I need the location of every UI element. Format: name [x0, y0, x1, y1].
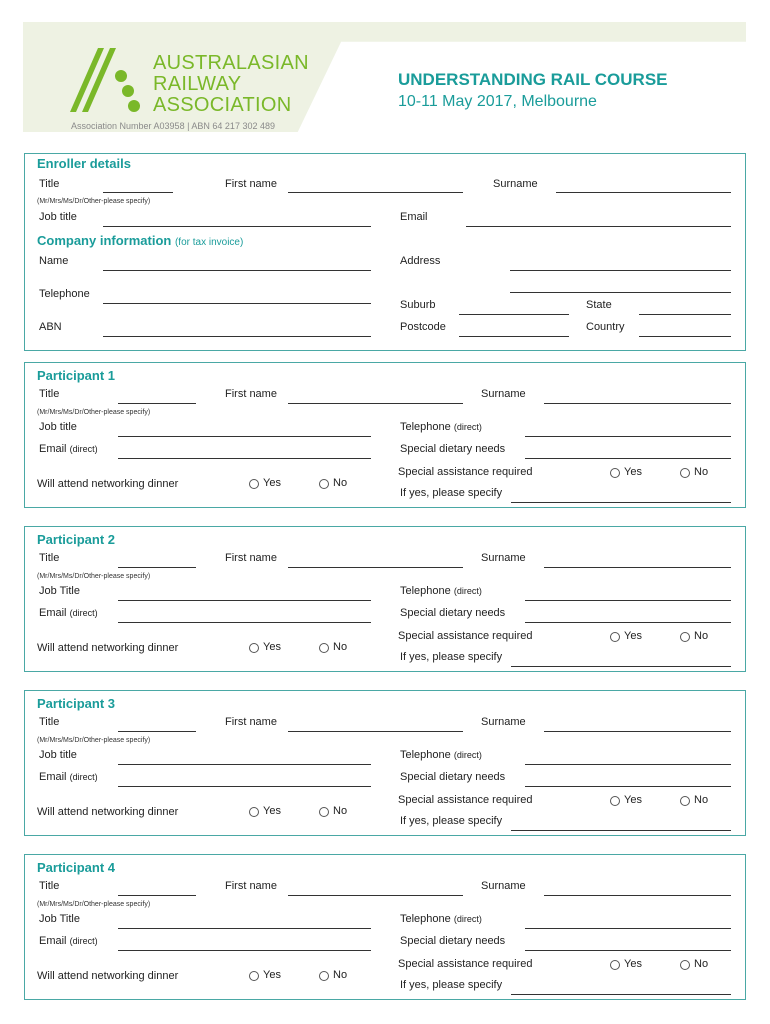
participant-telephone-label: Telephone (direct) [400, 749, 482, 761]
participant-title-label: Title [39, 880, 60, 892]
company-country-field[interactable] [639, 336, 731, 337]
enroller-email-label: Email [400, 211, 428, 223]
company-address-label: Address [400, 255, 441, 267]
participant-surname-field[interactable] [544, 567, 731, 568]
org-name-line2: RAILWAY [153, 73, 242, 95]
participant-job-title-field[interactable] [118, 764, 371, 765]
assistance-no-radio[interactable] [680, 468, 690, 478]
org-name-line3: ASSOCIATION [153, 94, 292, 116]
participant-telephone-field[interactable] [525, 764, 731, 765]
company-abn-field[interactable] [103, 336, 371, 337]
assistance-no-radio[interactable] [680, 632, 690, 642]
participant-title-label: Title [39, 388, 60, 400]
company-suburb-field[interactable] [459, 314, 569, 315]
participant-specify-label: If yes, please specify [400, 815, 503, 827]
participant-title-field[interactable] [118, 567, 196, 568]
participant-job-title-field[interactable] [118, 928, 371, 929]
participant-title-field[interactable] [118, 403, 196, 404]
assistance-no-label: No [694, 794, 709, 806]
participant-surname-label: Surname [481, 388, 526, 400]
participant-telephone-label: Telephone (direct) [400, 421, 482, 433]
participant-dietary-field[interactable] [525, 458, 731, 459]
dinner-no-radio[interactable] [319, 643, 329, 653]
participant-dietary-field[interactable] [525, 622, 731, 623]
participant-title-field[interactable] [118, 731, 196, 732]
participant-job-title-label: Job title [39, 421, 77, 433]
company-country-label: Country [586, 321, 625, 333]
participant-email-field[interactable] [118, 950, 371, 951]
participant-2-panel [24, 526, 746, 672]
participant-3-panel [24, 690, 746, 836]
dinner-no-radio[interactable] [319, 479, 329, 489]
title-hint: (Mr/Mrs/Ms/Dr/Other-please specify) [37, 198, 151, 205]
dinner-yes-label: Yes [263, 805, 281, 817]
assistance-yes-label: Yes [624, 794, 642, 806]
assistance-yes-radio[interactable] [610, 796, 620, 806]
participant-dietary-label: Special dietary needs [400, 935, 506, 947]
participant-first-name-label: First name [225, 552, 277, 564]
assistance-no-label: No [694, 630, 709, 642]
dinner-no-label: No [333, 477, 348, 489]
dinner-yes-radio[interactable] [249, 971, 259, 981]
participant-assistance-label: Special assistance required [398, 466, 533, 478]
participant-dietary-field[interactable] [525, 786, 731, 787]
participant-first-name-field[interactable] [288, 567, 463, 568]
org-name-line1: AUSTRALASIAN [153, 52, 309, 74]
dinner-yes-label: Yes [263, 969, 281, 981]
participant-surname-field[interactable] [544, 731, 731, 732]
participant-email-field[interactable] [118, 458, 371, 459]
participant-heading: Participant 3 [37, 696, 116, 711]
enroller-first-name-field[interactable] [288, 192, 463, 193]
participant-telephone-field[interactable] [525, 600, 731, 601]
assistance-no-label: No [694, 466, 709, 478]
enroller-title-label: Title [39, 178, 60, 190]
participant-job-title-label: Job title [39, 749, 77, 761]
enroller-surname-field[interactable] [556, 192, 731, 193]
participant-job-title-label: Job Title [39, 585, 80, 597]
participant-specify-field[interactable] [511, 502, 731, 503]
participant-specify-label: If yes, please specify [400, 651, 503, 663]
assistance-no-radio[interactable] [680, 796, 690, 806]
company-abn-label: ABN [39, 321, 62, 333]
participant-1-panel [24, 362, 746, 508]
participant-email-label: Email (direct) [39, 935, 98, 947]
participant-specify-field[interactable] [511, 994, 731, 995]
assistance-no-label: No [694, 958, 709, 970]
enroller-job-title-label: Job title [39, 211, 77, 223]
dinner-no-radio[interactable] [319, 971, 329, 981]
course-date: 10-11 May 2017, Melbourne [398, 93, 597, 110]
enroller-job-title-field[interactable] [103, 226, 371, 227]
company-address-field-2[interactable] [510, 292, 731, 293]
participant-dinner-label: Will attend networking dinner [37, 642, 179, 654]
participant-specify-label: If yes, please specify [400, 979, 503, 991]
company-state-field[interactable] [639, 314, 731, 315]
participant-first-name-label: First name [225, 388, 277, 400]
participant-surname-field[interactable] [544, 403, 731, 404]
company-name-field[interactable] [103, 270, 371, 271]
participant-job-title-label: Job Title [39, 913, 80, 925]
dinner-yes-radio[interactable] [249, 643, 259, 653]
participant-email-label: Email (direct) [39, 443, 98, 455]
participant-specify-field[interactable] [511, 830, 731, 831]
participant-email-label: Email (direct) [39, 771, 98, 783]
participant-telephone-field[interactable] [525, 928, 731, 929]
company-postcode-field[interactable] [459, 336, 569, 337]
assistance-yes-radio[interactable] [610, 632, 620, 642]
company-telephone-label: Telephone [39, 288, 90, 300]
participant-specify-field[interactable] [511, 666, 731, 667]
participant-assistance-label: Special assistance required [398, 958, 533, 970]
company-postcode-label: Postcode [400, 321, 446, 333]
participant-assistance-label: Special assistance required [398, 794, 533, 806]
participant-telephone-label: Telephone (direct) [400, 913, 482, 925]
participant-dinner-label: Will attend networking dinner [37, 478, 179, 490]
title-hint: (Mr/Mrs/Ms/Dr/Other-please specify) [37, 737, 151, 744]
dinner-yes-label: Yes [263, 477, 281, 489]
company-state-label: State [586, 299, 612, 311]
assistance-yes-label: Yes [624, 466, 642, 478]
participant-title-field[interactable] [118, 895, 196, 896]
participant-first-name-field[interactable] [288, 403, 463, 404]
participant-email-field[interactable] [118, 786, 371, 787]
participant-title-label: Title [39, 552, 60, 564]
enroller-title-field[interactable] [103, 192, 173, 193]
participant-surname-label: Surname [481, 880, 526, 892]
dinner-no-label: No [333, 969, 348, 981]
assistance-yes-label: Yes [624, 958, 642, 970]
dinner-no-radio[interactable] [319, 807, 329, 817]
title-hint: (Mr/Mrs/Ms/Dr/Other-please specify) [37, 409, 151, 416]
participant-first-name-label: First name [225, 716, 277, 728]
participant-telephone-label: Telephone (direct) [400, 585, 482, 597]
participant-email-field[interactable] [118, 622, 371, 623]
association-number: Association Number A03958 | ABN 64 217 302 489 [71, 121, 275, 131]
participant-telephone-field[interactable] [525, 436, 731, 437]
participant-dietary-label: Special dietary needs [400, 771, 506, 783]
enroller-email-field[interactable] [466, 226, 731, 227]
participant-email-label: Email (direct) [39, 607, 98, 619]
enroller-surname-label: Surname [493, 178, 538, 190]
company-telephone-field[interactable] [103, 303, 371, 304]
company-suburb-label: Suburb [400, 299, 436, 311]
participant-surname-field[interactable] [544, 895, 731, 896]
participant-heading: Participant 2 [37, 532, 116, 547]
dinner-yes-radio[interactable] [249, 479, 259, 489]
enroller-panel [24, 153, 746, 351]
assistance-yes-radio[interactable] [610, 468, 620, 478]
participant-surname-label: Surname [481, 552, 526, 564]
enroller-heading: Enroller details [37, 156, 131, 171]
enroller-first-name-label: First name [225, 178, 277, 190]
assistance-yes-label: Yes [624, 630, 642, 642]
dinner-no-label: No [333, 641, 348, 653]
participant-first-name-field[interactable] [288, 895, 463, 896]
participant-assistance-label: Special assistance required [398, 630, 533, 642]
participant-specify-label: If yes, please specify [400, 487, 503, 499]
dinner-yes-radio[interactable] [249, 807, 259, 817]
participant-dinner-label: Will attend networking dinner [37, 806, 179, 818]
company-address-field-1[interactable] [510, 270, 731, 271]
participant-dietary-field[interactable] [525, 950, 731, 951]
participant-first-name-field[interactable] [288, 731, 463, 732]
assistance-no-radio[interactable] [680, 960, 690, 970]
participant-4-panel [24, 854, 746, 1000]
participant-job-title-field[interactable] [118, 436, 371, 437]
participant-job-title-field[interactable] [118, 600, 371, 601]
participant-dietary-label: Special dietary needs [400, 607, 506, 619]
dinner-yes-label: Yes [263, 641, 281, 653]
title-hint: (Mr/Mrs/Ms/Dr/Other-please specify) [37, 901, 151, 908]
participant-title-label: Title [39, 716, 60, 728]
participant-heading: Participant 1 [37, 368, 116, 383]
participant-heading: Participant 4 [37, 860, 116, 875]
dinner-no-label: No [333, 805, 348, 817]
title-hint: (Mr/Mrs/Ms/Dr/Other-please specify) [37, 573, 151, 580]
company-name-label: Name [39, 255, 69, 267]
participant-dinner-label: Will attend networking dinner [37, 970, 179, 982]
participant-surname-label: Surname [481, 716, 526, 728]
ara-logo-icon [68, 46, 158, 116]
participant-dietary-label: Special dietary needs [400, 443, 506, 455]
course-title: UNDERSTANDING RAIL COURSE [398, 70, 668, 89]
participant-first-name-label: First name [225, 880, 277, 892]
company-note: (for tax invoice) [174, 237, 244, 248]
company-heading: Company information (for tax invoice) [37, 233, 244, 248]
assistance-yes-radio[interactable] [610, 960, 620, 970]
